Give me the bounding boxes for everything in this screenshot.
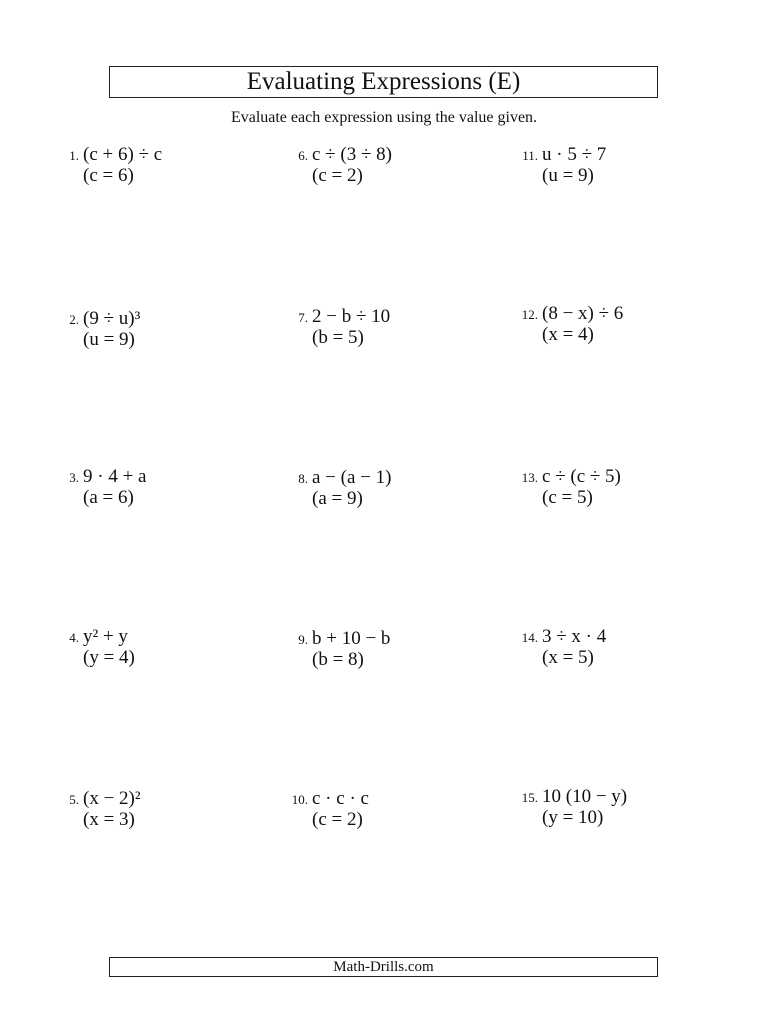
problem-number: 15. <box>521 790 538 805</box>
problem-expression: (8 − x) ÷ 6 <box>542 303 624 324</box>
problem-number: 14. <box>521 630 538 645</box>
problem-expression: y² + y <box>83 626 128 647</box>
problem-given-value: (u = 9) <box>83 329 135 350</box>
problem-expression: 3 ÷ x · 4 <box>542 626 607 647</box>
problem-number: 1. <box>69 148 79 163</box>
problem-number: 12. <box>521 307 538 322</box>
problem-number: 2. <box>69 312 79 327</box>
problem-given-value: (b = 5) <box>312 327 364 348</box>
worksheet-footer: Math-Drills.com <box>109 957 658 977</box>
problem-given-value: (c = 2) <box>312 809 363 830</box>
problem-given-value: (c = 2) <box>312 165 363 186</box>
problem-given-value: (y = 4) <box>83 647 135 668</box>
problem-number: 3. <box>69 470 79 485</box>
problem-expression: 10 (10 − y) <box>542 786 628 807</box>
problem-expression: c · c · c <box>312 788 369 809</box>
problem-given-value: (a = 6) <box>83 487 134 508</box>
problem-expression: a − (a − 1) <box>312 467 392 488</box>
problem-given-value: (a = 9) <box>312 488 363 509</box>
problem-number: 9. <box>298 632 308 647</box>
problem-number: 10. <box>291 792 308 807</box>
problem-number: 5. <box>69 792 79 807</box>
problem-number: 7. <box>298 310 308 325</box>
problem-given-value: (u = 9) <box>542 165 594 186</box>
worksheet-instructions: Evaluate each expression using the value given. <box>230 109 538 126</box>
problem-expression: c ÷ (c ÷ 5) <box>542 466 621 487</box>
problem-given-value: (c = 5) <box>542 487 593 508</box>
worksheet-title: Evaluating Expressions (E) <box>109 66 658 98</box>
problem-expression: b + 10 − b <box>312 628 391 649</box>
problem-given-value: (y = 10) <box>542 807 604 828</box>
problem-number: 8. <box>298 471 308 486</box>
problem-number: 13. <box>521 470 538 485</box>
problem-given-value: (x = 5) <box>542 647 594 668</box>
problem-expression: (9 ÷ u)³ <box>83 308 141 329</box>
problem-given-value: (x = 3) <box>83 809 135 830</box>
problem-number: 11. <box>522 148 538 163</box>
problem-expression: c ÷ (3 ÷ 8) <box>312 144 392 165</box>
problem-number: 4. <box>69 630 79 645</box>
problem-number: 6. <box>298 148 308 163</box>
problem-given-value: (x = 4) <box>542 324 594 345</box>
problem-expression: (x − 2)² <box>83 788 141 809</box>
problem-given-value: (b = 8) <box>312 649 364 670</box>
problem-expression: (c + 6) ÷ c <box>83 144 163 165</box>
problem-expression: 9 · 4 + a <box>83 466 147 487</box>
problem-given-value: (c = 6) <box>83 165 134 186</box>
problem-expression: u · 5 ÷ 7 <box>542 144 607 165</box>
problem-expression: 2 − b ÷ 10 <box>312 306 391 327</box>
